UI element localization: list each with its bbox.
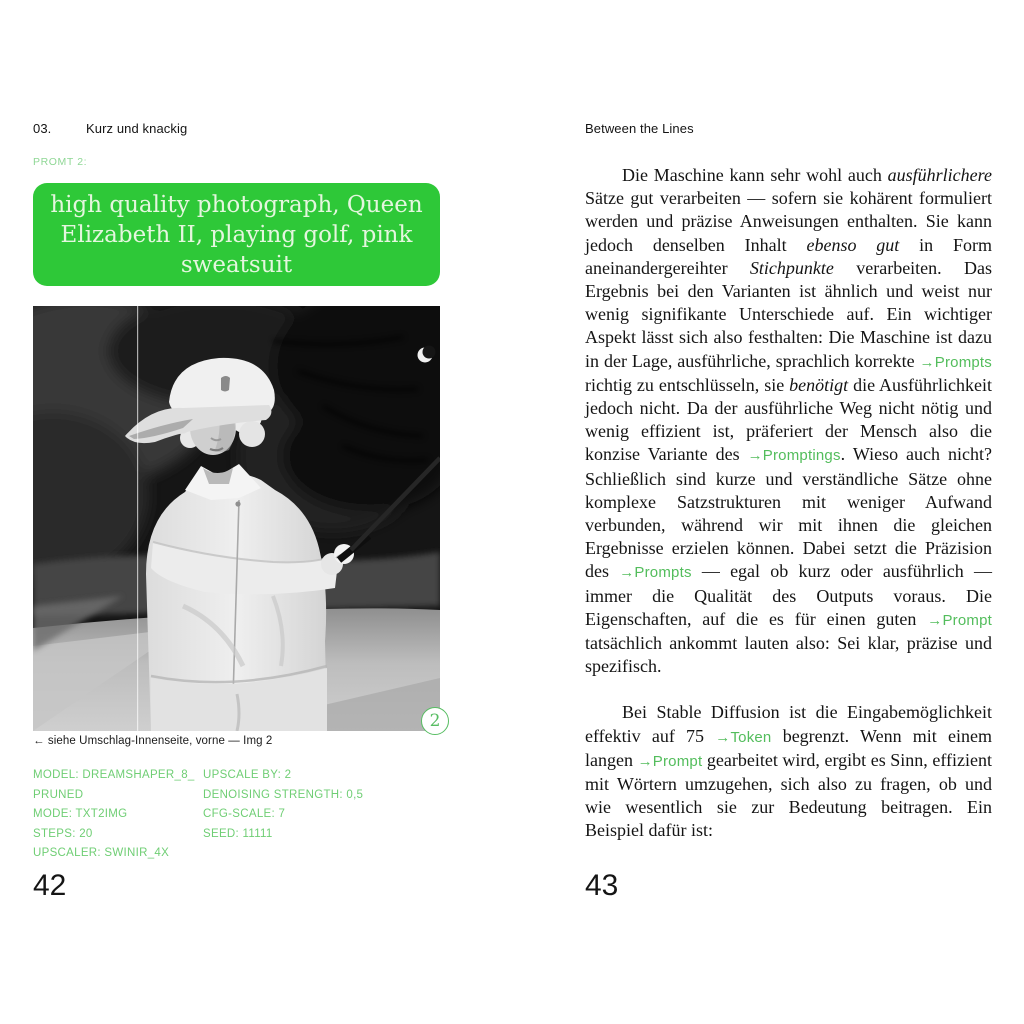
generated-photo-queen-golf xyxy=(33,306,440,731)
glossary-term: →Promptings xyxy=(747,447,841,465)
metadata-line: MODEL: DREAMSHAPER_8_ xyxy=(33,769,195,781)
text-run: verarbeiten. Das Ergebnis bei den Varianten ist ähnlich und weist nur wenig signifikante Unterschiede auf. Ein wichtiger Aspekt lässt sich also festhalten: Die Maschine ist dazu in der Lage, ausführliche, sprachlich korrekte xyxy=(585,257,992,371)
body-paragraph xyxy=(585,701,992,842)
metadata-line: DENOISING STRENGTH: 0,5 xyxy=(203,788,364,801)
text-run: die Ausführlichkeit jedoch nicht. Da der ausführliche Weg nicht nötig und wenig effizient ist, präferiert der Mensch also die konzise Variante des xyxy=(585,374,992,465)
image-number-badge: 2 xyxy=(421,707,449,735)
photo-illustration xyxy=(33,306,440,731)
glossary-term: →Prompts xyxy=(619,564,692,582)
metadata-line: MODE: TXT2IMG xyxy=(33,808,128,820)
prompt-text-line: high quality photograph, Queen xyxy=(50,191,423,218)
metadata-line: UPSCALE BY: 2 xyxy=(203,769,292,781)
text-run: begrenzt. Wenn mit einem langen xyxy=(585,725,992,770)
prompt-text-line: sweatsuit xyxy=(180,251,293,278)
glossary-term: →Prompts xyxy=(919,353,992,371)
glossary-term: →Token xyxy=(715,728,772,746)
text-run: . Wieso auch nicht? Schließlich sind kurze und verständliche Sätze ohne komplexe Satzstrukturen mit weniger Aufwand verbunden, während wir mit ihnen die gleichen Ergebnisse erzielen können. Dabei setzt die Präzision des xyxy=(585,444,992,582)
metadata-column-2 xyxy=(203,766,363,864)
italic-text: ebenso gut xyxy=(806,234,900,255)
text-run: — egal ob kurz oder ausführlich — immer die Qualität des Outputs voraus. Die Eigenschaften, auf die es für einen guten xyxy=(585,561,992,629)
body-paragraph xyxy=(585,164,992,678)
glossary-term: →Prompt xyxy=(927,611,992,629)
page-number-left: 42 xyxy=(33,869,67,902)
left-running-header xyxy=(33,121,187,136)
right-running-header: Between the Lines xyxy=(585,121,694,136)
metadata-line: UPSCALER: SWINIR_4X xyxy=(33,847,170,859)
metadata-line: CFG-SCALE: 7 xyxy=(203,808,286,820)
chapter-title: Kurz und knackig xyxy=(86,121,188,136)
metadata-line: PRUNED xyxy=(33,788,84,801)
italic-text: benötigt xyxy=(789,374,849,395)
image-caption: ← siehe Umschlag-Innenseite, vorne — Img 2 xyxy=(33,735,273,747)
generation-metadata xyxy=(33,766,363,864)
prompt-label: PROMT 2: xyxy=(33,156,88,168)
prompt-text-line: Elizabeth II, playing golf, pink xyxy=(60,221,413,248)
text-run: Die Maschine kann sehr wohl auch xyxy=(622,165,888,185)
chapter-number: 03. xyxy=(33,121,52,136)
italic-text: Stichpunkte xyxy=(749,257,834,278)
page-number-right: 43 xyxy=(585,869,619,902)
text-run: richtig zu entschlüsseln, sie xyxy=(585,374,790,395)
italic-text: ausführlichere xyxy=(887,165,992,185)
text-run: tatsächlich ankommt lauten also: Sei klar, präzise und spezifisch. xyxy=(585,633,992,677)
text-run: Sätze gut verarbeiten — sofern sie kohärent formuliert werden und präzise Anweisungen enthalten. Sie kann jedoch denselben Inhalt xyxy=(585,188,992,255)
body-text-column xyxy=(585,164,992,843)
metadata-line: STEPS: 20 xyxy=(33,827,93,840)
text-run: in Form aneinandergereihter xyxy=(585,234,992,278)
prompt-box xyxy=(33,183,440,286)
metadata-line: SEED: 11111 xyxy=(203,827,273,840)
text-run: Bei Stable Diffusion ist die Eingabemöglichkeit effektiv auf 75 xyxy=(585,702,992,746)
text-run: gearbeitet wird, ergibt es Sinn, effizient mit Wörtern umzugehen, sich also zu fragen, ob und wie wesentlich sie zur Bedeutung beitragen. Ein Beispiel dafür ist: xyxy=(585,749,993,841)
glossary-term: →Prompt xyxy=(637,752,703,770)
metadata-column-1 xyxy=(33,766,203,864)
